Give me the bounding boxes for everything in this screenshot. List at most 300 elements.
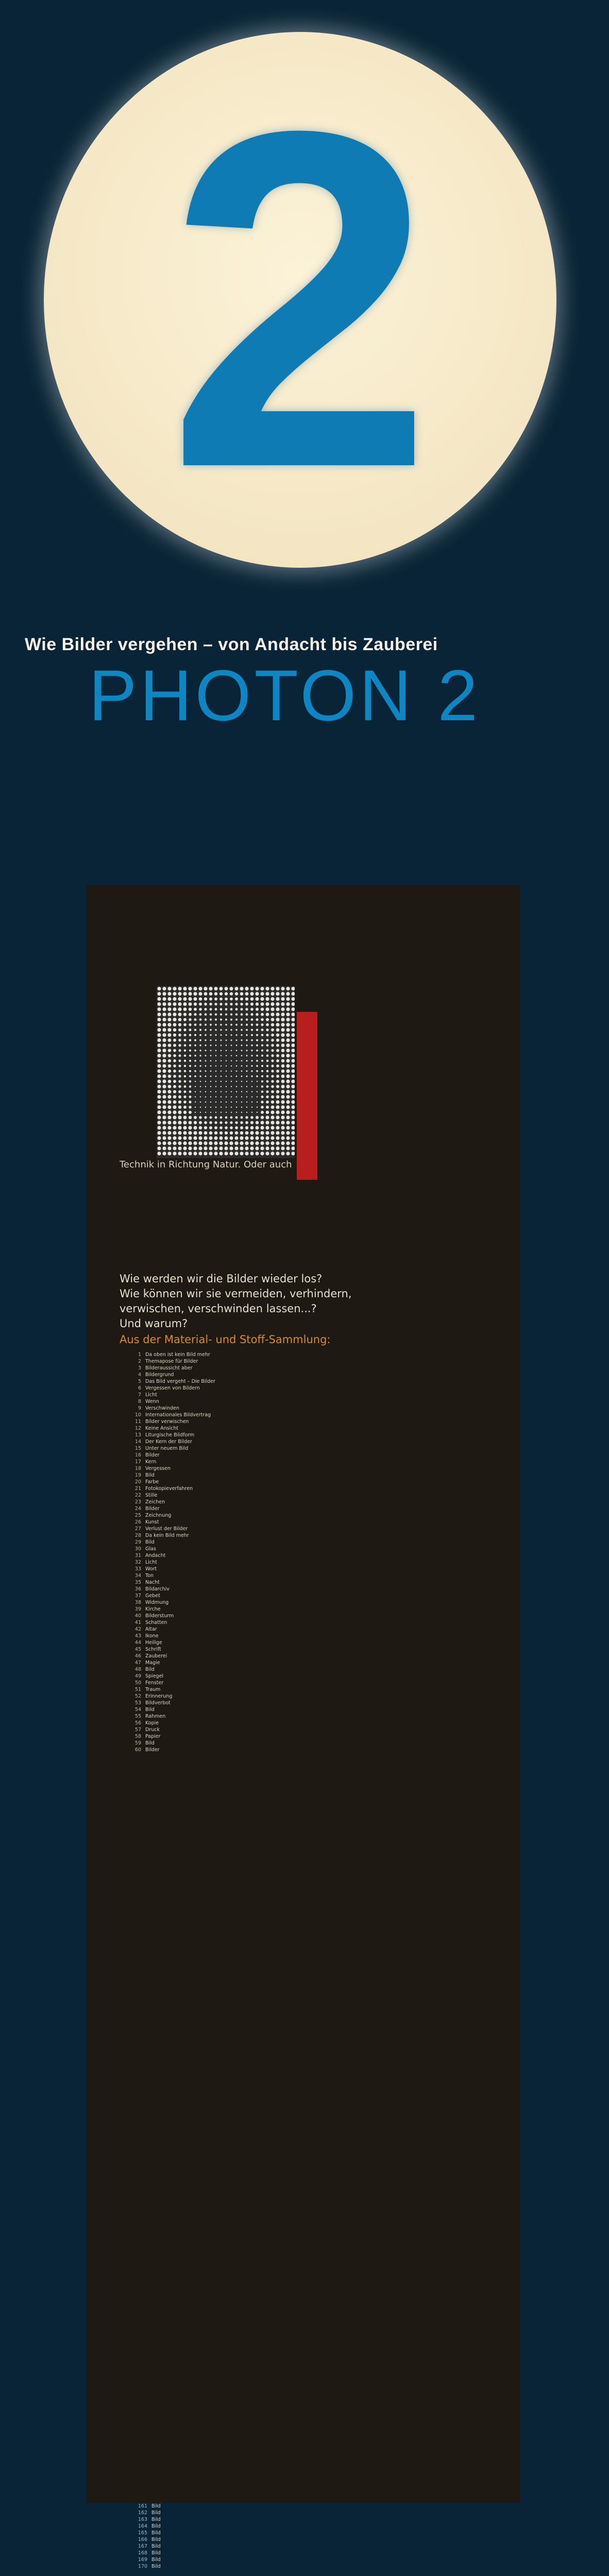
halftone-dot (215, 1013, 217, 1015)
halftone-dot (204, 1151, 207, 1155)
halftone-dot (167, 1141, 171, 1145)
halftone-dot (189, 1111, 192, 1114)
halftone-dot (168, 1090, 172, 1094)
list-item-number: 15 (134, 1446, 141, 1451)
halftone-dot (240, 1131, 244, 1135)
halftone-dot (189, 1018, 192, 1021)
halftone-dot (194, 1018, 196, 1021)
halftone-dot (246, 1060, 248, 1062)
halftone-dot (214, 1121, 217, 1124)
halftone-dot (189, 1070, 191, 1072)
halftone-dot (205, 1065, 207, 1067)
halftone-dot (286, 1007, 290, 1011)
halftone-dot (205, 1024, 207, 1026)
halftone-dot (271, 1090, 274, 1093)
halftone-dot (209, 1151, 212, 1155)
halftone-dot (183, 1106, 187, 1109)
halftone-dot (245, 1121, 248, 1124)
halftone-dot (256, 1060, 258, 1062)
halftone-dot (215, 1076, 217, 1077)
list-item (124, 1619, 505, 1626)
halftone-dot (281, 1012, 284, 1016)
halftone-dot (281, 992, 284, 995)
halftone-dot (246, 1096, 247, 1097)
halftone-dot (255, 987, 259, 990)
halftone-dot (281, 1033, 284, 1037)
list-item (124, 1726, 505, 1733)
halftone-dot (260, 1131, 264, 1134)
halftone-dot (240, 1121, 243, 1124)
halftone-dot (265, 997, 269, 1001)
list-item-text: Bild (151, 2510, 161, 2516)
halftone-dot (236, 1096, 237, 1097)
halftone-dot (226, 1081, 227, 1082)
halftone-dot (209, 997, 212, 1001)
halftone-dot (234, 987, 238, 990)
list-item-text: Bild (151, 2537, 161, 2543)
halftone-dot (245, 992, 249, 996)
halftone-dot (220, 1024, 222, 1026)
halftone-dot (234, 1136, 238, 1140)
list-item (124, 1378, 505, 1385)
halftone-dot (281, 1039, 285, 1042)
halftone-dot (276, 1039, 279, 1042)
halftone-dot (173, 1028, 177, 1032)
halftone-dot (220, 1013, 222, 1015)
halftone-portrait-image (157, 986, 295, 1158)
halftone-dot (234, 1151, 238, 1155)
halftone-dot (225, 1131, 228, 1134)
halftone-dot (188, 1151, 192, 1155)
list-item-number: 20 (134, 1479, 141, 1485)
list-item-text: Ikone (145, 1633, 159, 1639)
halftone-dot (162, 1028, 166, 1031)
list-item (124, 1492, 505, 1499)
halftone-dot (210, 1071, 212, 1072)
list-item-text: Bildergrund (145, 1372, 174, 1378)
list-item-text: Licht (145, 1392, 157, 1398)
halftone-dot (157, 1054, 161, 1057)
halftone-dot (221, 1065, 222, 1066)
halftone-dot (193, 1136, 197, 1140)
halftone-dot (184, 1055, 187, 1057)
halftone-dot (270, 1121, 274, 1124)
halftone-dot (205, 1013, 207, 1016)
halftone-dot (173, 1085, 176, 1088)
halftone-dot (183, 1033, 186, 1036)
halftone-dot (194, 1070, 196, 1072)
halftone-dot (178, 987, 181, 990)
list-item-text: Keine Ansicht (145, 1426, 179, 1431)
halftone-dot (286, 992, 290, 995)
halftone-dot (266, 1044, 269, 1047)
halftone-dot (199, 1008, 202, 1011)
halftone-dot (193, 987, 197, 990)
halftone-dot (168, 1049, 172, 1053)
list-item-text: Spiegel (145, 1673, 164, 1679)
halftone-dot (276, 1070, 279, 1073)
halftone-dot (286, 1126, 290, 1129)
halftone-dot (281, 1080, 285, 1083)
list-item (124, 1358, 505, 1365)
question-block (120, 1272, 480, 1331)
halftone-dot (188, 992, 192, 995)
halftone-dot (225, 1024, 227, 1026)
halftone-dot (205, 1034, 207, 1036)
halftone-dot (245, 1146, 248, 1150)
halftone-dot (256, 1055, 258, 1057)
halftone-dot (235, 1029, 237, 1030)
halftone-dot (220, 1029, 222, 1030)
halftone-dot (240, 1003, 243, 1006)
halftone-dot (236, 1086, 237, 1087)
halftone-dot (250, 1013, 253, 1015)
halftone-dot (230, 997, 233, 1001)
halftone-dot (271, 1039, 274, 1042)
halftone-dot (281, 997, 284, 1001)
halftone-dot (266, 1090, 268, 1093)
numbered-list (124, 1351, 505, 1753)
halftone-dot (215, 1045, 217, 1046)
list-item (124, 1633, 505, 1639)
halftone-dot (276, 1033, 279, 1037)
list-item-text: Wenn (145, 1399, 159, 1404)
halftone-dot (291, 1002, 295, 1006)
halftone-dot (219, 1003, 222, 1005)
list-item-text: Druck (145, 1727, 160, 1733)
halftone-dot (266, 1033, 268, 1036)
halftone-dot (276, 1141, 279, 1145)
halftone-dot (271, 1095, 274, 1098)
halftone-dot (246, 1039, 247, 1041)
halftone-dot (173, 1044, 176, 1047)
halftone-dot (184, 1065, 186, 1067)
list-item-text: Bildarchiv (145, 1586, 170, 1592)
halftone-dot (291, 1121, 295, 1124)
halftone-dot (215, 1050, 217, 1052)
halftone-dot (266, 1049, 269, 1052)
halftone-dot (286, 1069, 290, 1073)
list-item-number: 12 (134, 1426, 141, 1431)
halftone-dot (229, 1141, 233, 1145)
halftone-dot (235, 997, 238, 1001)
halftone-dot (266, 1075, 269, 1078)
halftone-dot (219, 1141, 223, 1145)
halftone-dot (194, 1024, 197, 1026)
halftone-dot (204, 997, 207, 1001)
halftone-dot (286, 987, 290, 990)
halftone-dot (240, 997, 243, 1001)
halftone-dot (210, 1029, 212, 1031)
halftone-dot (219, 1137, 223, 1140)
list-item-text: Bild (151, 2544, 161, 2549)
halftone-dot (219, 987, 223, 991)
list-item-number: 25 (134, 1513, 141, 1518)
halftone-dot (162, 1038, 166, 1042)
halftone-dot (245, 997, 248, 1001)
halftone-dot (199, 1055, 201, 1056)
halftone-dot (261, 1106, 264, 1109)
halftone-dot (261, 1111, 264, 1114)
halftone-dot-pattern (157, 986, 295, 1158)
halftone-dot (256, 1116, 259, 1119)
halftone-dot (183, 1126, 187, 1129)
list-item-number: 59 (134, 1740, 141, 1746)
halftone-dot (225, 1029, 227, 1030)
halftone-dot (291, 1023, 295, 1026)
halftone-dot (230, 1029, 232, 1030)
list-item (124, 1693, 505, 1700)
halftone-dot (236, 1076, 238, 1077)
halftone-dot (265, 987, 269, 990)
halftone-dot (265, 1121, 269, 1124)
halftone-dot (221, 1076, 222, 1077)
halftone-dot (261, 1086, 264, 1088)
halftone-dot (281, 1151, 284, 1155)
halftone-dot (178, 1136, 181, 1140)
halftone-dot (260, 997, 264, 1001)
halftone-dot (189, 1023, 191, 1026)
halftone-dot (199, 1121, 202, 1124)
halftone-dot (178, 1070, 181, 1072)
list-item-text: Erinnerung (145, 1693, 173, 1699)
halftone-dot (183, 1018, 187, 1021)
halftone-dot (241, 1029, 243, 1031)
list-item-number: 53 (134, 1700, 141, 1706)
halftone-dot (266, 1023, 269, 1026)
halftone-dot (167, 1121, 171, 1124)
halftone-dot (256, 1003, 259, 1006)
hero-subtitle: Wie Bilder vergehen – von Andacht bis Zauberei (25, 635, 438, 654)
list-item-number: 163 (138, 2517, 147, 2522)
halftone-dot (178, 992, 181, 995)
halftone-dot (205, 1101, 206, 1103)
halftone-dot (270, 1126, 274, 1129)
list-item-text: Widmung (145, 1600, 169, 1605)
halftone-dot (270, 1115, 274, 1119)
halftone-dot (205, 1039, 206, 1041)
halftone-dot (209, 1146, 212, 1150)
halftone-dot (240, 1136, 243, 1140)
halftone-dot (231, 1071, 232, 1072)
halftone-dot (157, 1110, 161, 1114)
halftone-dot (270, 1136, 274, 1140)
halftone-dot (226, 1086, 227, 1087)
halftone-dot (162, 1012, 166, 1016)
halftone-dot (251, 1081, 252, 1082)
halftone-dot (157, 1012, 161, 1016)
list-item-number: 17 (134, 1459, 141, 1465)
halftone-dot (162, 1141, 166, 1145)
halftone-dot (157, 1007, 161, 1011)
list-item-number: 1 (138, 1352, 141, 1358)
halftone-dot (266, 1060, 269, 1062)
halftone-dot (266, 1070, 269, 1073)
halftone-dot (178, 1013, 182, 1016)
halftone-dot (291, 1136, 295, 1140)
halftone-dot (210, 1055, 212, 1057)
list-item-text: Bildersturm (145, 1613, 174, 1619)
halftone-dot (209, 1121, 212, 1124)
halftone-dot (178, 1106, 182, 1109)
halftone-dot (214, 1141, 217, 1145)
halftone-dot (195, 1101, 196, 1103)
halftone-dot (230, 1003, 232, 1005)
halftone-dot (157, 1090, 161, 1093)
halftone-dot (265, 1136, 269, 1140)
halftone-dot (266, 1085, 268, 1088)
list-item-text: Internationales Bildvertrag (145, 1412, 211, 1418)
halftone-dot (215, 1112, 216, 1113)
halftone-dot (250, 1126, 254, 1130)
list-item-text: Bild (145, 1707, 155, 1713)
halftone-dot (225, 1003, 227, 1005)
list-item-text: Bild (151, 2564, 161, 2569)
halftone-dot (281, 1121, 284, 1124)
list-item-text: Farbe (145, 1479, 159, 1485)
list-item (124, 1626, 505, 1633)
halftone-dot (236, 1091, 237, 1092)
list-item (124, 1445, 505, 1452)
list-item-text: Rahmen (145, 1714, 166, 1719)
halftone-dot (276, 1085, 279, 1088)
halftone-dot (178, 1033, 181, 1037)
halftone-dot (270, 1141, 274, 1145)
halftone-dot (173, 1095, 177, 1099)
halftone-dot (261, 1044, 263, 1046)
halftone-dot (162, 1146, 166, 1150)
halftone-dot (271, 1100, 274, 1104)
halftone-dot (168, 1064, 171, 1067)
halftone-dot (250, 1008, 253, 1011)
halftone-dot (256, 1034, 258, 1036)
halftone-dot (265, 1151, 269, 1155)
halftone-dot (235, 1126, 238, 1129)
halftone-dot (173, 1110, 176, 1114)
list-item-text: Bilder (145, 1452, 160, 1458)
halftone-dot (193, 1141, 197, 1145)
halftone-dot (286, 1131, 290, 1134)
halftone-dot (184, 1044, 187, 1047)
halftone-dot (246, 1101, 247, 1103)
halftone-dot (266, 1013, 269, 1016)
halftone-dot (281, 1095, 284, 1098)
halftone-dot (194, 1013, 196, 1015)
halftone-dot (183, 1013, 187, 1016)
halftone-dot (199, 1060, 201, 1061)
halftone-dot (183, 1028, 186, 1031)
halftone-dot (204, 1003, 207, 1006)
halftone-dot (198, 992, 202, 995)
halftone-dot (173, 1146, 176, 1150)
halftone-dot (204, 1116, 207, 1118)
halftone-dot (189, 1008, 192, 1011)
list-item-number: 46 (134, 1653, 141, 1659)
halftone-dot (236, 1112, 237, 1113)
halftone-dot (183, 1095, 186, 1098)
list-item-number: 50 (134, 1680, 141, 1686)
halftone-dot (291, 1054, 295, 1057)
halftone-dot (241, 1039, 242, 1041)
list-item-number: 7 (138, 1392, 141, 1398)
halftone-dot (221, 1101, 222, 1103)
halftone-dot (266, 1008, 269, 1011)
halftone-dot (251, 1060, 252, 1061)
list-item (124, 1599, 505, 1606)
halftone-dot (157, 1105, 161, 1109)
halftone-dot (183, 1002, 187, 1006)
halftone-dot (215, 1060, 217, 1062)
halftone-dot (162, 997, 166, 1001)
halftone-dot (157, 1115, 161, 1119)
halftone-dot (276, 1115, 279, 1119)
halftone-dot (205, 1081, 206, 1082)
halftone-dot (162, 1018, 166, 1021)
halftone-dot (184, 1075, 187, 1078)
halftone-dot (256, 1024, 259, 1026)
halftone-dot (241, 1019, 243, 1021)
halftone-dot (194, 1044, 196, 1046)
halftone-dot (286, 1105, 290, 1109)
halftone-dot (209, 1131, 213, 1135)
halftone-dot (215, 1024, 217, 1026)
halftone-dot (210, 1060, 212, 1062)
halftone-dot (209, 992, 213, 996)
halftone-dot (270, 987, 274, 990)
list-item (124, 1412, 505, 1418)
halftone-dot (199, 1003, 202, 1006)
list-item-number: 24 (134, 1506, 141, 1512)
list-item (124, 1371, 505, 1378)
halftone-dot (168, 1039, 172, 1042)
halftone-dot (276, 1151, 279, 1155)
list-item (124, 1559, 505, 1566)
halftone-dot (168, 1070, 171, 1073)
halftone-dot (260, 1136, 264, 1140)
halftone-dot (226, 1076, 227, 1077)
halftone-dot (276, 997, 279, 1001)
halftone-dot (210, 1034, 211, 1036)
halftone-dot (189, 1049, 191, 1052)
halftone-dot (200, 1096, 201, 1097)
halftone-dot (167, 1007, 171, 1011)
halftone-dot (225, 1126, 228, 1129)
halftone-dot (210, 1107, 211, 1108)
list-item-text: Traum (145, 1687, 161, 1692)
list-item-text: Bild (145, 1740, 155, 1746)
halftone-dot (188, 987, 192, 990)
halftone-dot (261, 1008, 264, 1011)
halftone-dot (291, 1079, 295, 1083)
halftone-dot (286, 1012, 290, 1016)
list-item (124, 1579, 505, 1586)
halftone-dot (276, 1075, 279, 1078)
halftone-dot (188, 1126, 192, 1129)
halftone-dot (276, 1023, 280, 1027)
halftone-dot (189, 1121, 192, 1125)
list-item (124, 1465, 505, 1472)
list-item-number: 22 (134, 1493, 141, 1498)
halftone-dot (189, 1075, 191, 1077)
halftone-dot (230, 992, 233, 995)
halftone-dot (270, 1002, 274, 1006)
list-item-text: Heilige (145, 1640, 162, 1646)
halftone-dot (221, 1112, 222, 1113)
halftone-dot (178, 1049, 181, 1052)
halftone-dot (236, 1060, 238, 1062)
halftone-dot (215, 1101, 216, 1103)
list-item (124, 1700, 505, 1706)
